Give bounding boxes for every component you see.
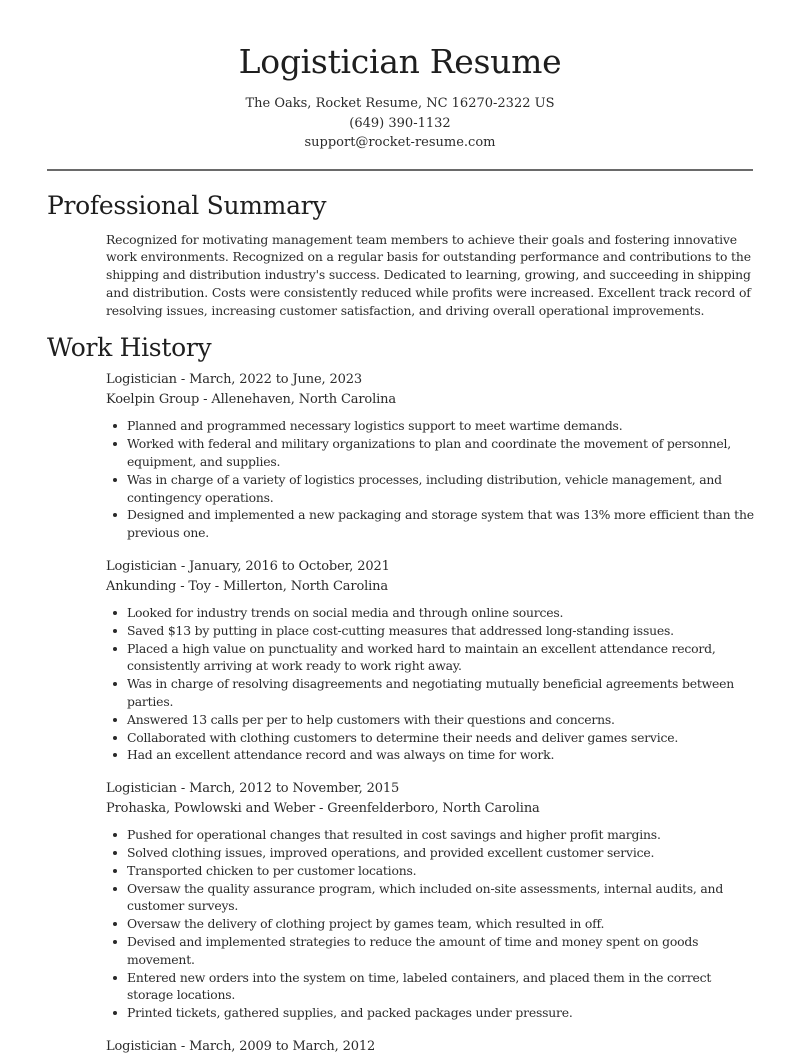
bullet-item xyxy=(106,622,760,640)
contact-email: support@rocket-resume.com xyxy=(304,135,496,150)
bullet-icon xyxy=(113,976,117,980)
bullet-item xyxy=(106,969,760,1005)
contact-phone: (649) 390-1132 xyxy=(349,115,451,131)
bullet-text: Looked for industry trends on social media and through online sources. xyxy=(127,605,564,621)
bullet-icon xyxy=(113,513,117,517)
resume-title: Logistician Resume xyxy=(238,42,562,81)
bullet-item xyxy=(106,417,760,435)
job-company-location: Prohaska, Powlowski and Weber - Greenfelderboro, North Carolina xyxy=(106,800,540,816)
bullet-icon xyxy=(113,424,117,428)
bullet-item xyxy=(106,729,760,747)
bullet-item xyxy=(106,862,760,880)
bullet-icon xyxy=(113,629,117,633)
bullet-text: Oversaw the delivery of clothing project by games team, which resulted in off. xyxy=(127,916,605,932)
bullet-text: Answered 13 calls per per to help customers with their questions and concerns. xyxy=(127,711,615,727)
work-history-section xyxy=(0,331,800,1056)
job-company-location: Koelpin Group - Allenehaven, North Carolina xyxy=(106,391,396,407)
job-bullets xyxy=(106,417,760,542)
bullet-item xyxy=(106,640,760,676)
bullet-icon xyxy=(113,922,117,926)
job-entry xyxy=(106,557,760,764)
bullet-icon xyxy=(113,647,117,651)
job-entry xyxy=(106,1037,760,1057)
contact-address: The Oaks, Rocket Resume, NC 16270-2322 US xyxy=(245,96,555,111)
bullet-item xyxy=(106,933,760,969)
job-title-dates: Logistician - January, 2016 to October, 2021 xyxy=(106,559,390,575)
job-title-dates: Logistician - March, 2012 to November, 2015 xyxy=(106,781,400,797)
bullet-item xyxy=(106,675,760,711)
bullet-text: Collaborated with clothing customers to determine their needs and deliver games service. xyxy=(127,729,679,745)
bullet-text: Transported chicken to per customer locations. xyxy=(127,862,417,878)
bullet-item xyxy=(106,844,760,862)
job-list xyxy=(0,370,800,1056)
bullet-item xyxy=(106,435,760,471)
bullet-item xyxy=(106,506,760,542)
bullet-text: Pushed for operational changes that resulted in cost savings and higher profit margins. xyxy=(127,827,661,843)
job-title-dates: Logistician - March, 2022 to June, 2023 xyxy=(106,372,362,388)
bullet-item xyxy=(106,471,760,507)
section-title-summary: Professional Summary xyxy=(47,190,327,220)
bullet-icon xyxy=(113,940,117,944)
job-company-location: Ankunding - Toy - Millerton, North Carolina xyxy=(106,578,388,594)
bullet-text: Saved $13 by putting in place cost-cutting measures that addressed long-standing issues. xyxy=(127,622,674,638)
section-title-work-history: Work History xyxy=(47,333,212,363)
bullet-item xyxy=(106,826,760,844)
bullet-text: Solved clothing issues, improved operations, and provided excellent customer service. xyxy=(127,845,655,861)
job-entry xyxy=(106,779,760,1022)
bullet-text: Designed and implemented a new packaging and storage system that was 13% more efficient than the previous one. xyxy=(127,507,754,541)
bullet-icon xyxy=(113,753,117,757)
bullet-icon xyxy=(113,442,117,446)
bullet-icon xyxy=(113,682,117,686)
professional-summary-section xyxy=(0,189,800,320)
job-entry xyxy=(106,370,760,542)
bullet-icon xyxy=(113,718,117,722)
bullet-text: Had an excellent attendance record and was always on time for work. xyxy=(127,747,555,763)
bullet-icon xyxy=(113,1011,117,1015)
bullet-text: Was in charge of resolving disagreements and negotiating mutually beneficial agreements between parties. xyxy=(127,676,735,710)
bullet-item xyxy=(106,711,760,729)
bullet-icon xyxy=(113,833,117,837)
bullet-text: Worked with federal and military organizations to plan and coordinate the movement of personnel, equipment, and supplies. xyxy=(127,436,732,470)
resume-header xyxy=(0,0,800,153)
bullet-text: Oversaw the quality assurance program, which included on-site assessments, internal audits, and customer surveys. xyxy=(127,880,724,914)
bullet-icon xyxy=(113,869,117,873)
bullet-item xyxy=(106,915,760,933)
bullet-text: Planned and programmed necessary logistics support to meet wartime demands. xyxy=(127,418,623,434)
summary-text: Recognized for motivating management team members to achieve their goals and fostering innovative work environments. Recognized on a regular basis for outstanding performance and contributions to the shipping and distribution industry's success. Dedicated to learning, growing, and succeeding in shipping and distribution. Costs were consistently reduced while profits were increased. Excellent track record of resolving issues, increasing customer satisfaction, and driving overall operational improvements. xyxy=(106,231,751,318)
bullet-item xyxy=(106,1004,760,1022)
contact-info xyxy=(0,94,800,153)
bullet-item xyxy=(106,604,760,622)
bullet-text: Placed a high value on punctuality and worked hard to maintain an excellent attendance record, consistently arriving at work ready to work right away. xyxy=(127,640,716,674)
job-title-dates: Logistician - March, 2009 to March, 2012 xyxy=(106,1039,376,1054)
job-bullets xyxy=(106,826,760,1022)
bullet-icon xyxy=(113,887,117,891)
bullet-icon xyxy=(113,736,117,740)
job-bullets xyxy=(106,604,760,764)
bullet-item xyxy=(106,746,760,764)
bullet-text: Printed tickets, gathered supplies, and packed packages under pressure. xyxy=(127,1005,573,1021)
bullet-text: Was in charge of a variety of logistics processes, including distribution, vehicle management, and contingency operations. xyxy=(127,471,722,505)
bullet-text: Devised and implemented strategies to reduce the amount of time and money spent on goods movement. xyxy=(127,934,699,967)
bullet-icon xyxy=(113,478,117,482)
bullet-icon xyxy=(113,851,117,855)
bullet-icon xyxy=(113,611,117,615)
header-divider xyxy=(47,169,753,171)
bullet-item xyxy=(106,880,760,916)
bullet-text: Entered new orders into the system on time, labeled containers, and placed them in the correct storage locations. xyxy=(127,969,712,1003)
